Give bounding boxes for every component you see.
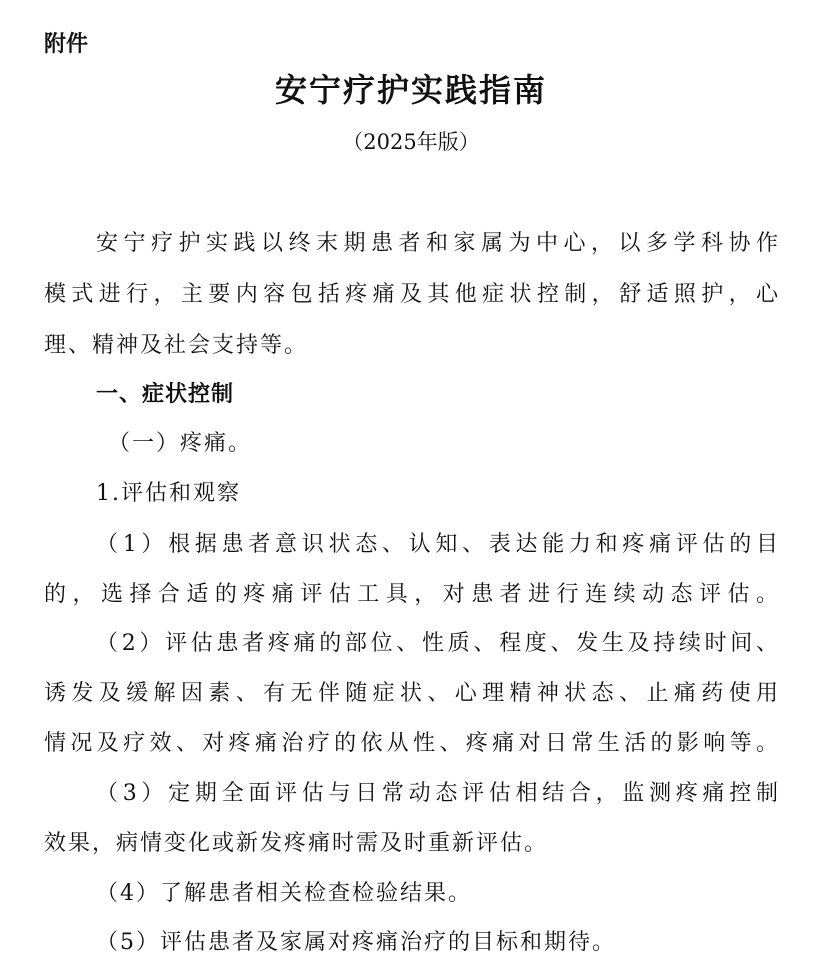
section-heading-symptom-control: 一、症状控制 [96, 382, 235, 407]
point-4-line-1: （4）了解患者相关检查检验结果。 [96, 881, 472, 906]
intro-line-2: 模式进行，主要内容包括疼痛及其他症状控制，舒适照护，心 [44, 282, 778, 307]
intro-line-3: 理、精神及社会支持等。 [44, 333, 309, 358]
point-3-line-2: 效果，病情变化或新发疼痛时需及时重新评估。 [44, 831, 549, 856]
point-2-line-2: 诱发及缓解因素、有无伴随症状、心理精神状态、止痛药使用 [44, 681, 778, 706]
point-2-line-3: 情况及疗效、对疼痛治疗的依从性、疼痛对日常生活的影响等。 [44, 731, 778, 756]
point-1-line-1: （1）根据患者意识状态、认知、表达能力和疼痛评估的目 [96, 532, 778, 557]
subsection-heading-pain: （一）疼痛。 [108, 431, 253, 456]
item-heading-assessment: 1.评估和观察 [96, 481, 241, 506]
document-edition: （2025年版） [342, 130, 480, 154]
document-title: 安宁疗护实践指南 [274, 71, 547, 109]
point-3-line-1: （3）定期全面评估与日常动态评估相结合，监测疼痛控制 [96, 781, 778, 806]
attachment-label: 附件 [44, 32, 89, 57]
intro-line-1: 安宁疗护实践以终末期患者和家属为中心，以多学科协作 [96, 231, 778, 256]
point-1-line-2: 的，选择合适的疼痛评估工具，对患者进行连续动态评估。 [44, 582, 778, 607]
point-2-line-1: （2）评估患者疼痛的部位、性质、程度、发生及持续时间、 [96, 631, 778, 656]
point-5-line-1: （5）评估患者及家属对疼痛治疗的目标和期待。 [96, 930, 616, 955]
